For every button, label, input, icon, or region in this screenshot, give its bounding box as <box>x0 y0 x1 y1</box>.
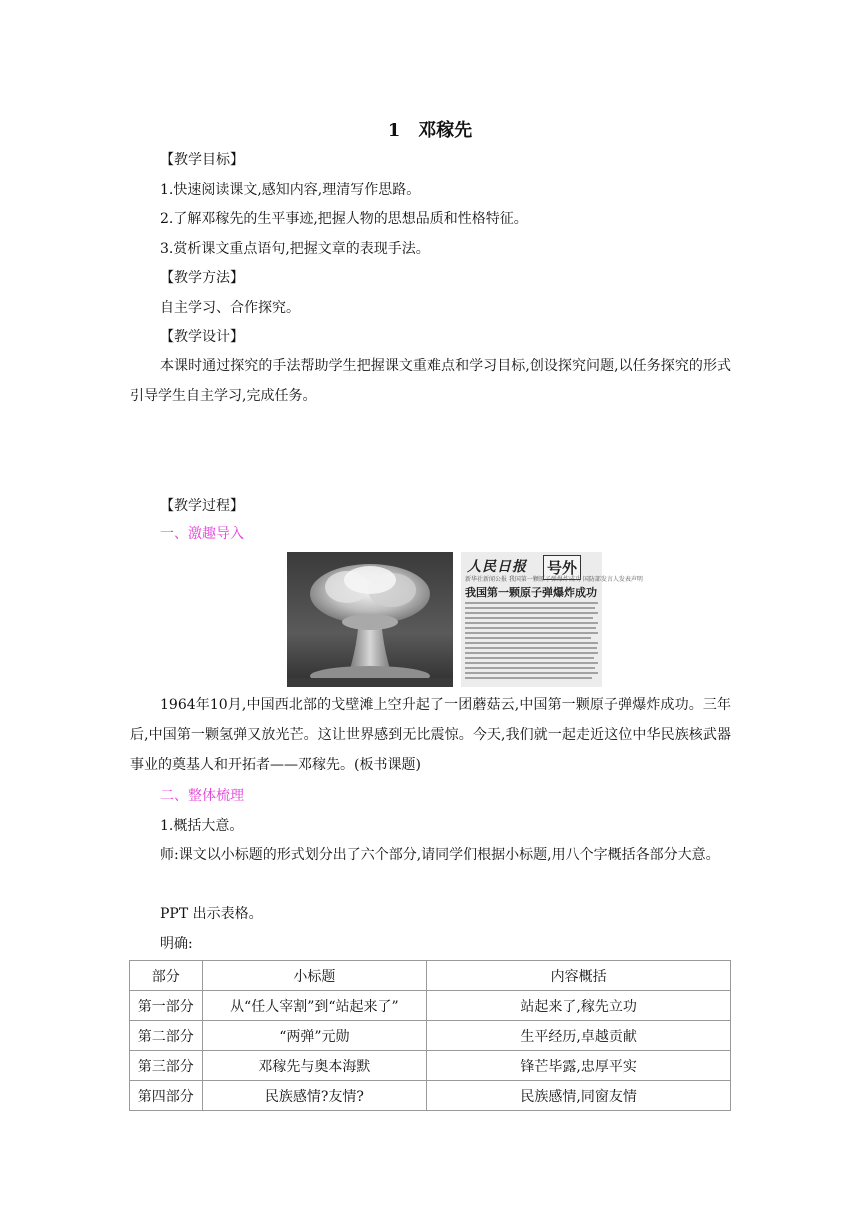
table-row <box>130 1081 731 1111</box>
lesson-title: 邓稼先 <box>418 120 473 141</box>
summary-item: 1.概括大意。 <box>160 818 244 834</box>
table-row <box>130 1021 731 1051</box>
header-cell: 内容概括 <box>427 961 731 991</box>
table-cell: 民族感情?友情? <box>202 1081 427 1111</box>
table-cell: 第三部分 <box>130 1051 203 1081</box>
lesson-number: 1 <box>387 120 401 141</box>
mushroom-cloud-image <box>287 552 453 687</box>
section-heading-overview: 二、整体梳理 <box>160 788 244 804</box>
table-cell: “两弹”元勋 <box>202 1021 427 1051</box>
summary-table <box>129 960 731 1111</box>
table-cell: 邓稼先与奥本海默 <box>202 1051 427 1081</box>
table-row <box>130 1051 731 1081</box>
newspaper-extra-badge: 号外 <box>543 555 581 580</box>
header-cell: 小标题 <box>202 961 427 991</box>
methods-heading: 【教学方法】 <box>160 270 244 286</box>
table-cell: 第一部分 <box>130 991 203 1021</box>
table-row <box>130 991 731 1021</box>
newspaper-headline: 我国第一颗原子弹爆炸成功 <box>465 586 597 599</box>
ppt-note: PPT 出示表格。 <box>160 906 263 922</box>
table-cell: 第二部分 <box>130 1021 203 1051</box>
objectives-heading: 【教学目标】 <box>160 152 244 168</box>
newspaper-subhead: 新华社新闻公报 我国第一颗原子弹爆炸成功 国防部发言人发表声明 <box>465 576 643 583</box>
process-heading: 【教学过程】 <box>160 498 244 514</box>
table-header-row <box>130 961 731 991</box>
newspaper-image <box>461 552 643 687</box>
table-cell: 锋芒毕露,忠厚平实 <box>427 1051 731 1081</box>
clarify-label: 明确: <box>160 936 193 952</box>
methods-text: 自主学习、合作探究。 <box>160 300 300 316</box>
design-paragraph: 本课时通过探究的手法帮助学生把握课文重难点和学习目标,创设探究问题,以任务探究的形式引导学生自主学习,完成任务。 <box>130 358 731 404</box>
objective-item: 1.快速阅读课文,感知内容,理清写作思路。 <box>160 182 421 198</box>
section-heading-intro: 一、激趣导入 <box>160 526 244 542</box>
table-cell: 第四部分 <box>130 1081 203 1111</box>
objective-item: 3.赏析课文重点语句,把握文章的表现手法。 <box>160 241 430 257</box>
table-cell: 民族感情,同窗友情 <box>427 1081 731 1111</box>
intro-paragraph: 1964年10月,中国西北部的戈壁滩上空升起了一团蘑菇云,中国第一颗原子弹爆炸成功。三年后,中国第一颗氢弹又放光芒。这让世界感到无比震惊。今天,我们就一起走近这位中华民族核武器事业的奠基人和开拓者——邓稼先。(板书课题) <box>130 697 731 773</box>
header-cell: 部分 <box>130 961 203 991</box>
table-cell: 从“任人宰割”到“站起来了” <box>202 991 427 1021</box>
newspaper-masthead: 人民日报 <box>467 559 527 575</box>
table-cell: 生平经历,卓越贡献 <box>427 1021 731 1051</box>
design-heading: 【教学设计】 <box>160 329 244 345</box>
teacher-instruction: 师:课文以小标题的形式划分出了六个部分,请同学们根据小标题,用八个字概括各部分大意。 <box>160 847 720 863</box>
table-cell: 站起来了,稼先立功 <box>427 991 731 1021</box>
newspaper-body-text <box>465 600 598 684</box>
page-title <box>0 116 860 142</box>
objective-item: 2.了解邓稼先的生平事迹,把握人物的思想品质和性格特征。 <box>160 211 528 227</box>
